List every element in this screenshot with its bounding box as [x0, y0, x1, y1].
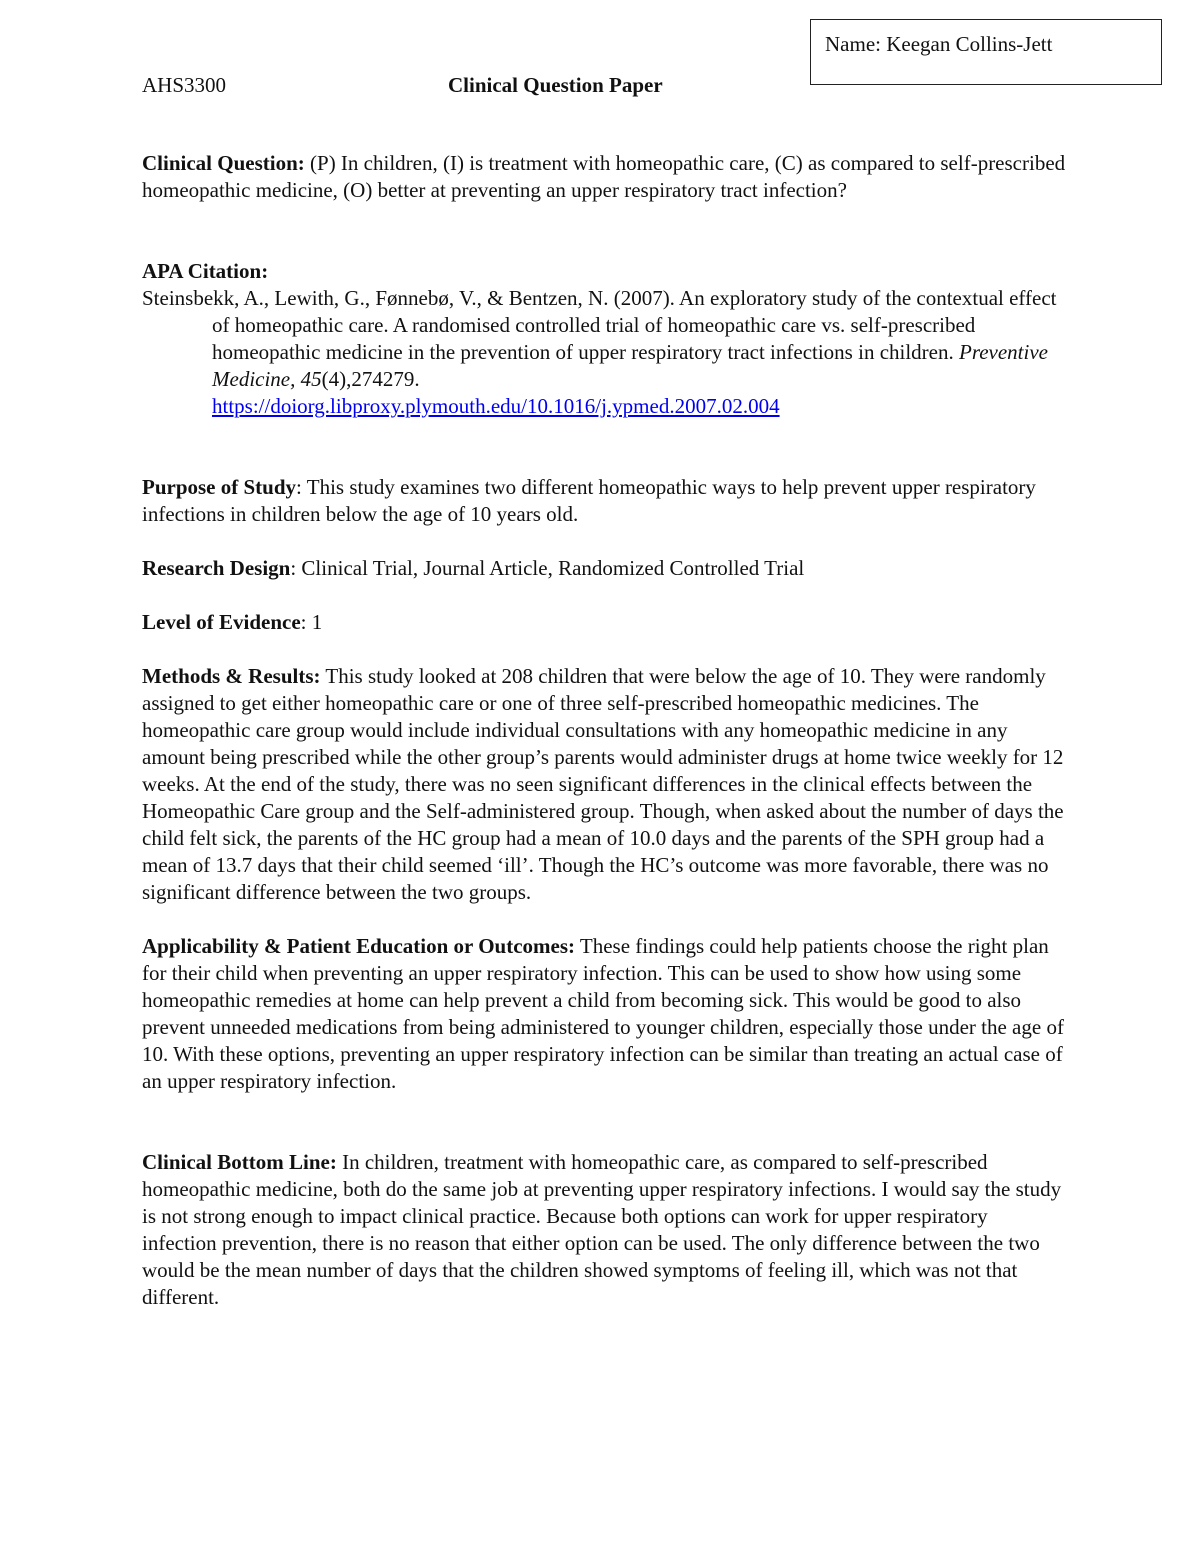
- paper-title: Clinical Question Paper: [448, 73, 663, 97]
- bottom-line-text: In children, treatment with homeopathic care, as compared to self-prescribed homeopathic medicine, both do the same job at preventing upper respiratory infections. I would say the study is not strong enough to impact clinical practice. Because both options can work for upper respiratory infection prevention, there is no reason that either option can be used. The only difference between the two would be the mean number of days that the children showed symptoms of feeling ill, which was not that different.: [142, 1150, 1062, 1309]
- research-design-label: Research Design: [142, 556, 291, 580]
- research-design-section: [142, 555, 1067, 582]
- document-body: [142, 150, 1067, 1311]
- bottom-line-section: [142, 1149, 1067, 1311]
- methods-results-text: This study looked at 208 children that were below the age of 10. They were randomly assigned to get either homeopathic care or one of three self-prescribed homeopathic medicines. The homeopathic care group would include individual consultations with any homeopathic medicine in any amount being prescribed while the other group’s parents would administer drugs at home twice weekly for 12 weeks. At the end of the study, there was no seen significant differences in the clinical effects between the Homeopathic Care group and the Self-administered group. Though, when asked about the number of days the child felt sick, the parents of the HC group had a mean of 10.0 days and the parents of the SPH group had a mean of 13.7 days that their child seemed ‘ill’. Though the HC’s outcome was more favorable, there was no significant difference between the two groups.: [142, 664, 1064, 904]
- student-name: Name: Keegan Collins-Jett: [825, 32, 1053, 56]
- journal-issue: (4),274279.: [321, 367, 420, 391]
- purpose-label: Purpose of Study: [142, 475, 297, 499]
- bottom-line-label: Clinical Bottom Line:: [142, 1150, 337, 1174]
- applicability-section: [142, 933, 1067, 1095]
- clinical-question-section: [142, 150, 1067, 204]
- applicability-text: These findings could help patients choose the right plan for their child when preventing an upper respiratory infection. This can be used to show how using some homeopathic remedies at home can help prevent a child from becoming sick. This would be good to also prevent unneeded medications from being administered to younger children, especially those under the age of 10. With these options, preventing an upper respiratory infection can be similar than treating an actual case of an upper respiratory infection.: [142, 934, 1064, 1093]
- purpose-section: [142, 474, 1067, 528]
- level-of-evidence-text: : 1: [300, 610, 323, 634]
- doi-link[interactable]: https://doiorg.libproxy.plymouth.edu/10.1016/j.ypmed.2007.02.004: [212, 394, 780, 418]
- apa-citation-section: [142, 258, 1067, 420]
- name-box: [810, 19, 1162, 85]
- methods-results-section: [142, 663, 1067, 906]
- methods-results-label: Methods & Results:: [142, 664, 321, 688]
- apa-citation-text: Steinsbekk, A., Lewith, G., Fønnebø, V., & Bentzen, N. (2007). An exploratory study of the contextual effect of homeopathic care. A randomised controlled trial of homeopathic care vs. self-prescribed homeopathic medicine in the prevention of upper respiratory tract infections in children.: [142, 286, 1057, 364]
- purpose-text: : This study examines two different homeopathic ways to help prevent upper respiratory infections in children below the age of 10 years old.: [142, 475, 1036, 526]
- journal-name: Preventive Medicine, 45: [212, 340, 1048, 391]
- apa-citation-label: APA Citation:: [142, 259, 269, 283]
- level-of-evidence-section: [142, 609, 1067, 636]
- course-code: AHS3300: [142, 73, 227, 97]
- apa-citation-body: [142, 285, 1067, 420]
- research-design-text: : Clinical Trial, Journal Article, Randomized Controlled Trial: [290, 556, 805, 580]
- clinical-question-text: (P) In children, (I) is treatment with homeopathic care, (C) as compared to self-prescribed homeopathic medicine, (O) better at preventing an upper respiratory tract infection?: [142, 151, 1066, 202]
- applicability-label: Applicability & Patient Education or Outcomes:: [142, 934, 576, 958]
- level-of-evidence-label: Level of Evidence: [142, 610, 301, 634]
- clinical-question-label: Clinical Question:: [142, 151, 305, 175]
